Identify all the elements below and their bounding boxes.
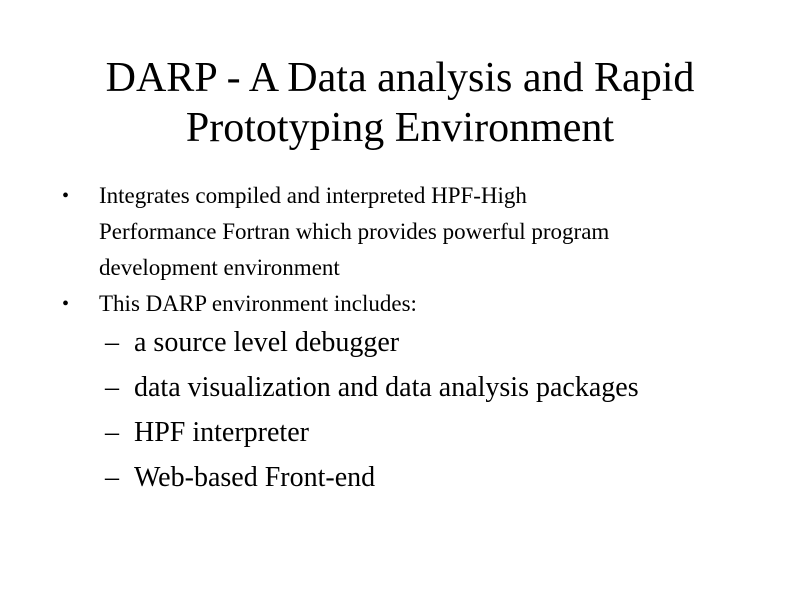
bullet-marker: • — [62, 185, 70, 207]
slide-title-line-1: DARP - A Data analysis and Rapid — [105, 55, 695, 101]
dash-marker: – — [105, 462, 119, 493]
bullet-marker: • — [62, 293, 70, 315]
bullet-list — [60, 178, 760, 322]
bullet-text-line: This DARP environment includes: — [99, 291, 417, 316]
sub-bullet-debugger — [105, 320, 755, 365]
dash-marker: – — [105, 417, 119, 448]
bullet-text-line: development environment — [99, 255, 340, 280]
slide-title — [0, 53, 800, 153]
bullet-item-includes — [60, 286, 760, 322]
sub-bullet-text: Web-based Front-end — [134, 462, 376, 493]
sub-bullet-list — [105, 320, 755, 500]
sub-bullet-interpreter — [105, 410, 755, 455]
bullet-text — [99, 286, 760, 322]
bullet-text — [99, 178, 760, 286]
dash-marker: – — [105, 327, 119, 358]
dash-marker: – — [105, 372, 119, 403]
bullet-item-hpf — [60, 178, 760, 286]
sub-bullet-visualization — [105, 365, 755, 410]
sub-bullet-frontend — [105, 455, 755, 500]
bullet-text-line: Performance Fortran which provides powerful program — [99, 219, 610, 244]
slide-title-line-2: Prototyping Environment — [185, 105, 615, 151]
sub-bullet-text: a source level debugger — [134, 327, 400, 358]
sub-bullet-text: HPF interpreter — [134, 417, 309, 448]
bullet-text-line: Integrates compiled and interpreted HPF-High — [99, 183, 527, 208]
sub-bullet-text: data visualization and data analysis packages — [134, 372, 639, 403]
